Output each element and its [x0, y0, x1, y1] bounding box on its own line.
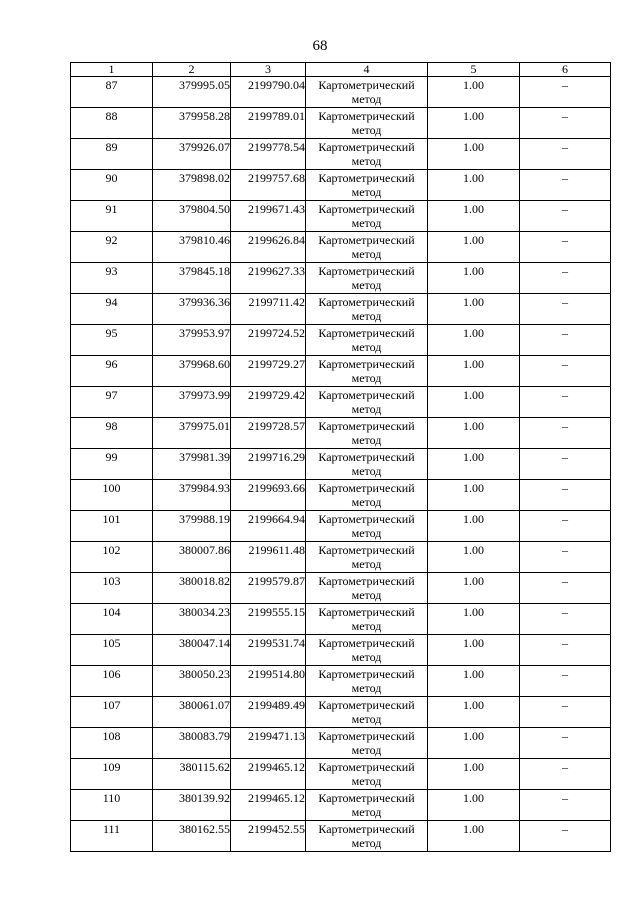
method-line-1: Картометрический	[318, 264, 415, 278]
table-row	[71, 263, 611, 294]
method-cell	[306, 170, 428, 201]
method-line-1: Картометрический	[318, 295, 415, 309]
method-line-2: метод	[351, 743, 382, 757]
note-cell: –	[520, 170, 611, 201]
note-cell: –	[520, 635, 611, 666]
method-line-1: Картометрический	[318, 574, 415, 588]
accuracy-cell: 1.00	[428, 232, 520, 263]
method-line-1: Картометрический	[318, 202, 415, 216]
note-cell: –	[520, 418, 611, 449]
accuracy-cell: 1.00	[428, 77, 520, 108]
method-line-1: Картометрический	[318, 357, 415, 371]
header-row	[71, 63, 611, 77]
table-row	[71, 387, 611, 418]
y-coordinate-cell: 2199729.42	[231, 387, 306, 418]
method-cell	[306, 821, 428, 852]
table-row	[71, 790, 611, 821]
table-row	[71, 294, 611, 325]
method-cell	[306, 697, 428, 728]
x-coordinate-cell: 380061.07	[153, 697, 231, 728]
method-line-2: метод	[351, 216, 382, 230]
note-cell: –	[520, 573, 611, 604]
y-coordinate-cell: 2199465.12	[231, 790, 306, 821]
method-line-1: Картометрический	[318, 78, 415, 92]
method-line-2: метод	[351, 154, 382, 168]
method-line-1: Картометрический	[318, 388, 415, 402]
column-header-1: 1	[71, 63, 153, 77]
accuracy-cell: 1.00	[428, 759, 520, 790]
method-line-2: метод	[351, 464, 382, 478]
accuracy-cell: 1.00	[428, 480, 520, 511]
point-number-cell: 99	[71, 449, 153, 480]
table-row	[71, 635, 611, 666]
note-cell: –	[520, 480, 611, 511]
table-row	[71, 356, 611, 387]
method-line-1: Картометрический	[318, 450, 415, 464]
method-cell	[306, 108, 428, 139]
x-coordinate-cell: 379988.19	[153, 511, 231, 542]
x-coordinate-cell: 380047.14	[153, 635, 231, 666]
y-coordinate-cell: 2199716.29	[231, 449, 306, 480]
table-row	[71, 77, 611, 108]
method-cell	[306, 201, 428, 232]
method-line-2: метод	[351, 495, 382, 509]
accuracy-cell: 1.00	[428, 449, 520, 480]
accuracy-cell: 1.00	[428, 294, 520, 325]
accuracy-cell: 1.00	[428, 542, 520, 573]
method-cell	[306, 759, 428, 790]
accuracy-cell: 1.00	[428, 356, 520, 387]
y-coordinate-cell: 2199579.87	[231, 573, 306, 604]
method-line-2: метод	[351, 526, 382, 540]
accuracy-cell: 1.00	[428, 201, 520, 232]
y-coordinate-cell: 2199790.04	[231, 77, 306, 108]
method-line-2: метод	[351, 650, 382, 664]
point-number-cell: 93	[71, 263, 153, 294]
accuracy-cell: 1.00	[428, 325, 520, 356]
accuracy-cell: 1.00	[428, 790, 520, 821]
x-coordinate-cell: 380083.79	[153, 728, 231, 759]
note-cell: –	[520, 387, 611, 418]
y-coordinate-cell: 2199531.74	[231, 635, 306, 666]
accuracy-cell: 1.00	[428, 108, 520, 139]
point-number-cell: 97	[71, 387, 153, 418]
x-coordinate-cell: 380007.86	[153, 542, 231, 573]
table-row	[71, 201, 611, 232]
note-cell: –	[520, 232, 611, 263]
method-cell	[306, 356, 428, 387]
table-row	[71, 573, 611, 604]
x-coordinate-cell: 380162.55	[153, 821, 231, 852]
method-line-2: метод	[351, 123, 382, 137]
page-number: 68	[312, 38, 328, 54]
y-coordinate-cell: 2199611.48	[231, 542, 306, 573]
note-cell: –	[520, 821, 611, 852]
y-coordinate-cell: 2199627.33	[231, 263, 306, 294]
table-row	[71, 728, 611, 759]
accuracy-cell: 1.00	[428, 511, 520, 542]
table-row	[71, 759, 611, 790]
point-number-cell: 87	[71, 77, 153, 108]
method-line-1: Картометрический	[318, 233, 415, 247]
method-line-2: метод	[351, 805, 382, 819]
x-coordinate-cell: 379973.99	[153, 387, 231, 418]
x-coordinate-cell: 380115.62	[153, 759, 231, 790]
table-row	[71, 604, 611, 635]
y-coordinate-cell: 2199671.43	[231, 201, 306, 232]
method-cell	[306, 604, 428, 635]
table-row	[71, 232, 611, 263]
x-coordinate-cell: 380034.23	[153, 604, 231, 635]
point-number-cell: 107	[71, 697, 153, 728]
note-cell: –	[520, 449, 611, 480]
note-cell: –	[520, 604, 611, 635]
table-row	[71, 821, 611, 852]
column-header-4: 4	[306, 63, 428, 77]
method-line-1: Картометрический	[318, 109, 415, 123]
x-coordinate-cell: 379968.60	[153, 356, 231, 387]
x-coordinate-cell: 379995.05	[153, 77, 231, 108]
y-coordinate-cell: 2199728.57	[231, 418, 306, 449]
y-coordinate-cell: 2199471.13	[231, 728, 306, 759]
method-line-2: метод	[351, 588, 382, 602]
point-number-cell: 94	[71, 294, 153, 325]
y-coordinate-cell: 2199452.55	[231, 821, 306, 852]
note-cell: –	[520, 759, 611, 790]
method-line-2: метод	[351, 619, 382, 633]
y-coordinate-cell: 2199724.52	[231, 325, 306, 356]
method-cell	[306, 139, 428, 170]
table-row	[71, 325, 611, 356]
method-cell	[306, 263, 428, 294]
column-header-2: 2	[153, 63, 231, 77]
y-coordinate-cell: 2199778.54	[231, 139, 306, 170]
note-cell: –	[520, 108, 611, 139]
note-cell: –	[520, 511, 611, 542]
method-line-1: Картометрический	[318, 698, 415, 712]
x-coordinate-cell: 379958.28	[153, 108, 231, 139]
point-number-cell: 100	[71, 480, 153, 511]
method-line-1: Картометрический	[318, 605, 415, 619]
table-header	[71, 63, 611, 77]
method-cell	[306, 666, 428, 697]
point-number-cell: 108	[71, 728, 153, 759]
y-coordinate-cell: 2199465.12	[231, 759, 306, 790]
x-coordinate-cell: 379981.39	[153, 449, 231, 480]
accuracy-cell: 1.00	[428, 387, 520, 418]
x-coordinate-cell: 379810.46	[153, 232, 231, 263]
method-cell	[306, 511, 428, 542]
method-line-1: Картометрический	[318, 760, 415, 774]
y-coordinate-cell: 2199514.80	[231, 666, 306, 697]
x-coordinate-cell: 380050.23	[153, 666, 231, 697]
column-header-3: 3	[231, 63, 306, 77]
method-cell	[306, 77, 428, 108]
point-number-cell: 90	[71, 170, 153, 201]
method-line-2: метод	[351, 774, 382, 788]
point-number-cell: 111	[71, 821, 153, 852]
y-coordinate-cell: 2199711.42	[231, 294, 306, 325]
method-line-2: метод	[351, 402, 382, 416]
point-number-cell: 89	[71, 139, 153, 170]
y-coordinate-cell: 2199626.84	[231, 232, 306, 263]
method-line-2: метод	[351, 92, 382, 106]
point-number-cell: 103	[71, 573, 153, 604]
y-coordinate-cell: 2199555.15	[231, 604, 306, 635]
note-cell: –	[520, 139, 611, 170]
method-line-1: Картометрический	[318, 822, 415, 836]
accuracy-cell: 1.00	[428, 635, 520, 666]
method-cell	[306, 387, 428, 418]
method-line-2: метод	[351, 340, 382, 354]
x-coordinate-cell: 379804.50	[153, 201, 231, 232]
point-number-cell: 96	[71, 356, 153, 387]
x-coordinate-cell: 379936.36	[153, 294, 231, 325]
method-line-2: метод	[351, 557, 382, 571]
point-number-cell: 110	[71, 790, 153, 821]
note-cell: –	[520, 356, 611, 387]
x-coordinate-cell: 379953.97	[153, 325, 231, 356]
method-line-1: Картометрический	[318, 543, 415, 557]
method-line-1: Картометрический	[318, 791, 415, 805]
method-cell	[306, 232, 428, 263]
note-cell: –	[520, 728, 611, 759]
x-coordinate-cell: 379926.07	[153, 139, 231, 170]
method-cell	[306, 449, 428, 480]
y-coordinate-cell: 2199789.01	[231, 108, 306, 139]
method-line-1: Картометрический	[318, 171, 415, 185]
table-row	[71, 480, 611, 511]
accuracy-cell: 1.00	[428, 821, 520, 852]
note-cell: –	[520, 77, 611, 108]
point-number-cell: 95	[71, 325, 153, 356]
accuracy-cell: 1.00	[428, 697, 520, 728]
method-line-1: Картометрический	[318, 481, 415, 495]
x-coordinate-cell: 380139.92	[153, 790, 231, 821]
method-cell	[306, 418, 428, 449]
accuracy-cell: 1.00	[428, 139, 520, 170]
coordinates-table	[70, 62, 611, 852]
method-cell	[306, 542, 428, 573]
accuracy-cell: 1.00	[428, 263, 520, 294]
method-line-1: Картометрический	[318, 636, 415, 650]
point-number-cell: 105	[71, 635, 153, 666]
table-row	[71, 418, 611, 449]
table-row	[71, 449, 611, 480]
method-line-2: метод	[351, 247, 382, 261]
method-line-1: Картометрический	[318, 140, 415, 154]
method-line-2: метод	[351, 309, 382, 323]
y-coordinate-cell: 2199664.94	[231, 511, 306, 542]
accuracy-cell: 1.00	[428, 170, 520, 201]
accuracy-cell: 1.00	[428, 573, 520, 604]
y-coordinate-cell: 2199729.27	[231, 356, 306, 387]
point-number-cell: 101	[71, 511, 153, 542]
x-coordinate-cell: 379845.18	[153, 263, 231, 294]
note-cell: –	[520, 294, 611, 325]
method-line-2: метод	[351, 278, 382, 292]
accuracy-cell: 1.00	[428, 604, 520, 635]
column-header-5: 5	[428, 63, 520, 77]
method-cell	[306, 480, 428, 511]
note-cell: –	[520, 263, 611, 294]
x-coordinate-cell: 379898.02	[153, 170, 231, 201]
method-line-2: метод	[351, 185, 382, 199]
method-cell	[306, 573, 428, 604]
note-cell: –	[520, 697, 611, 728]
table-body	[71, 77, 611, 852]
point-number-cell: 91	[71, 201, 153, 232]
accuracy-cell: 1.00	[428, 728, 520, 759]
note-cell: –	[520, 325, 611, 356]
method-line-2: метод	[351, 371, 382, 385]
method-line-1: Картометрический	[318, 326, 415, 340]
point-number-cell: 106	[71, 666, 153, 697]
accuracy-cell: 1.00	[428, 666, 520, 697]
accuracy-cell: 1.00	[428, 418, 520, 449]
table-row	[71, 511, 611, 542]
note-cell: –	[520, 542, 611, 573]
method-cell	[306, 790, 428, 821]
table-row	[71, 108, 611, 139]
method-cell	[306, 294, 428, 325]
note-cell: –	[520, 201, 611, 232]
point-number-cell: 92	[71, 232, 153, 263]
x-coordinate-cell: 379975.01	[153, 418, 231, 449]
point-number-cell: 109	[71, 759, 153, 790]
method-line-2: метод	[351, 681, 382, 695]
point-number-cell: 104	[71, 604, 153, 635]
y-coordinate-cell: 2199693.66	[231, 480, 306, 511]
column-header-6: 6	[520, 63, 611, 77]
method-line-1: Картометрический	[318, 512, 415, 526]
point-number-cell: 102	[71, 542, 153, 573]
method-line-1: Картометрический	[318, 729, 415, 743]
method-line-2: метод	[351, 836, 382, 850]
method-line-1: Картометрический	[318, 667, 415, 681]
y-coordinate-cell: 2199757.68	[231, 170, 306, 201]
table-row	[71, 139, 611, 170]
method-cell	[306, 635, 428, 666]
method-cell	[306, 325, 428, 356]
point-number-cell: 98	[71, 418, 153, 449]
table-row	[71, 542, 611, 573]
x-coordinate-cell: 379984.93	[153, 480, 231, 511]
method-line-2: метод	[351, 433, 382, 447]
x-coordinate-cell: 380018.82	[153, 573, 231, 604]
method-cell	[306, 728, 428, 759]
table-row	[71, 697, 611, 728]
method-line-2: метод	[351, 712, 382, 726]
note-cell: –	[520, 666, 611, 697]
point-number-cell: 88	[71, 108, 153, 139]
table-row	[71, 666, 611, 697]
table-row	[71, 170, 611, 201]
y-coordinate-cell: 2199489.49	[231, 697, 306, 728]
note-cell: –	[520, 790, 611, 821]
method-line-1: Картометрический	[318, 419, 415, 433]
